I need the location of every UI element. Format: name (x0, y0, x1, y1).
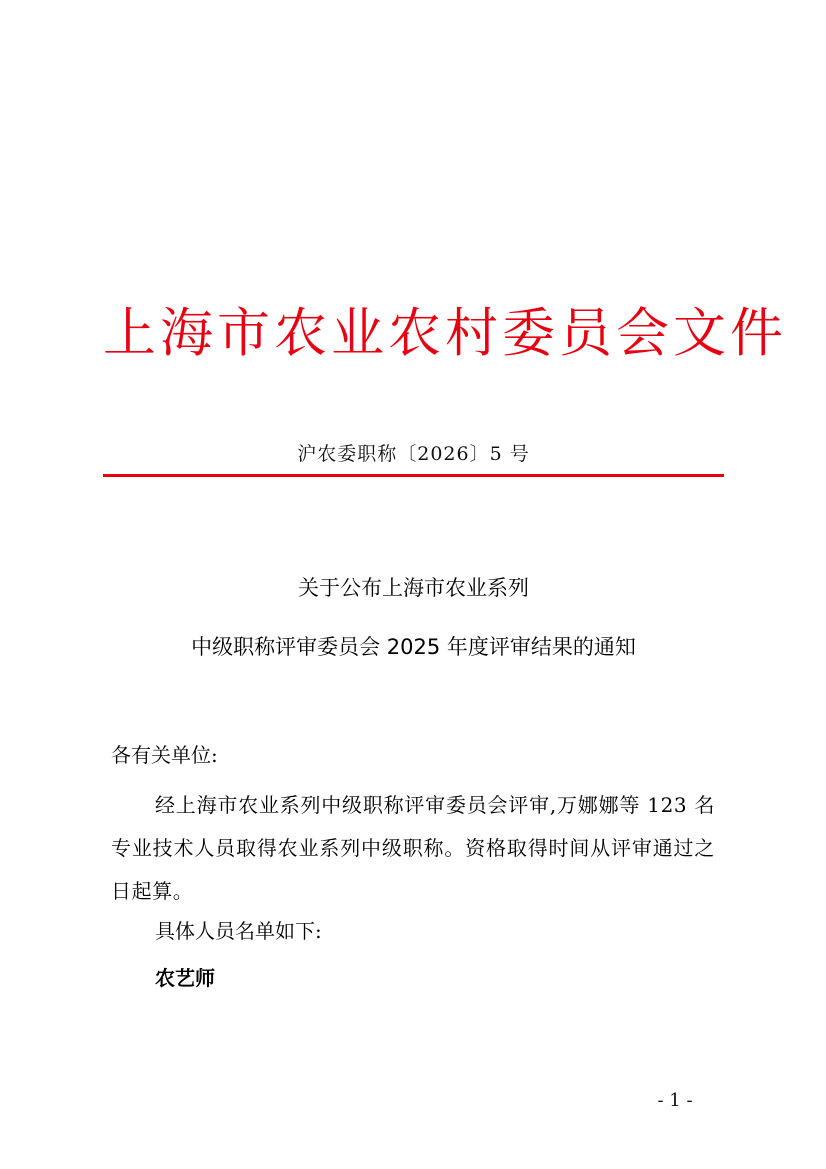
document-number: 沪农委职称〔2026〕5 号 (297, 443, 530, 465)
body-paragraph-2: 具体人员名单如下: (155, 919, 322, 943)
salutation: 各有关单位: (111, 743, 218, 767)
red-separator-line (103, 474, 724, 477)
category-heading: 农艺师 (155, 966, 215, 990)
body-paragraph-1: 经上海市农业系列中级职称评审委员会评审,万娜娜等 123 名专业技术人员取得农业系列中级职称。资格取得时间从评审通过之日起算。 (111, 793, 715, 903)
notice-title-line-2: 中级职称评审委员会 2025 年度评审结果的通知 (191, 635, 636, 659)
page-number: - 1 - (657, 1090, 693, 1111)
issuer-header-title: 上海市农业农村委员会文件 (103, 303, 787, 364)
notice-title-line-1: 关于公布上海市农业系列 (298, 576, 529, 600)
